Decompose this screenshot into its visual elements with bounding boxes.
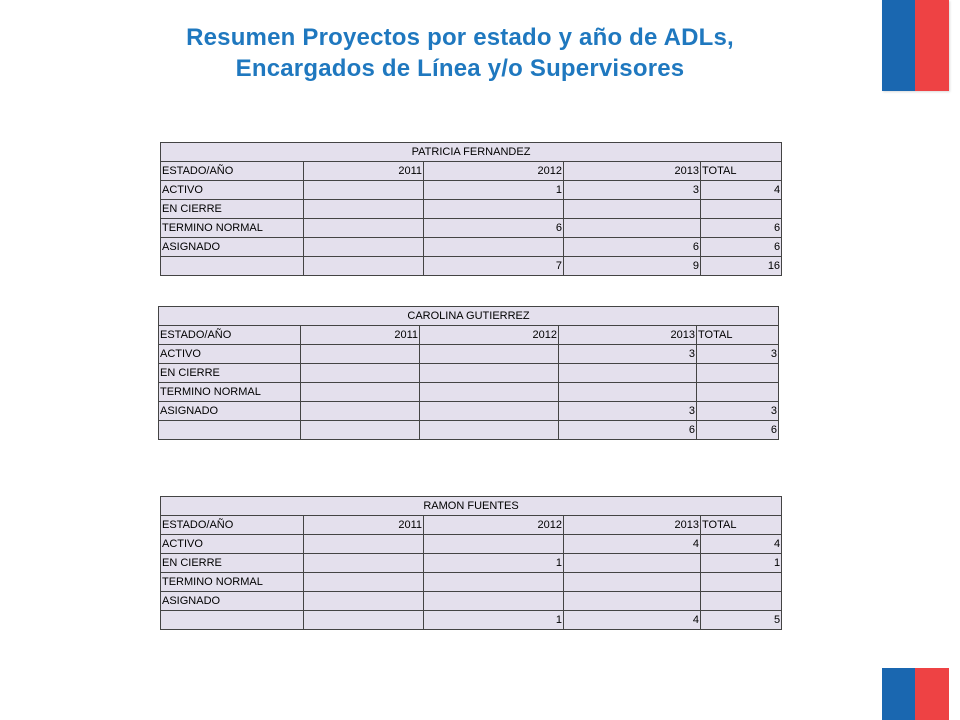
cell-2013: 9	[564, 257, 701, 276]
header-2012: 2012	[424, 162, 564, 181]
cell-2011	[301, 383, 420, 402]
table-row	[159, 383, 779, 402]
cell-total	[701, 573, 782, 592]
flag-blue-band	[882, 0, 915, 91]
cell-2013: 6	[564, 238, 701, 257]
cell-2013	[564, 573, 701, 592]
cell-2011	[304, 238, 424, 257]
cell-2013	[564, 200, 701, 219]
cell-2012: 1	[424, 181, 564, 200]
table-header-row	[161, 162, 782, 181]
cell-2011	[304, 573, 424, 592]
flag-red-band	[915, 668, 949, 720]
cell-2012	[420, 364, 559, 383]
table-row	[159, 402, 779, 421]
flag-blue-band	[882, 668, 915, 720]
cell-2011	[304, 592, 424, 611]
chile-flag-stripe-top	[882, 0, 949, 91]
table-row	[161, 181, 782, 200]
cell-2013: 3	[564, 181, 701, 200]
cell-total: 4	[701, 181, 782, 200]
table-row	[161, 573, 782, 592]
table-totals-row	[161, 257, 782, 276]
cell-estado	[161, 611, 304, 630]
cell-total	[697, 383, 779, 402]
cell-estado: ASIGNADO	[159, 402, 301, 421]
cell-2011	[304, 200, 424, 219]
title-line-1: Resumen Proyectos por estado y año de ADLs,	[186, 24, 734, 51]
cell-estado: ACTIVO	[159, 345, 301, 364]
cell-2012: 6	[424, 219, 564, 238]
cell-2011	[304, 611, 424, 630]
slide-title	[60, 22, 860, 84]
header-2013: 2013	[559, 326, 697, 345]
cell-estado: EN CIERRE	[159, 364, 301, 383]
cell-estado: ASIGNADO	[161, 592, 304, 611]
cell-2013	[564, 592, 701, 611]
cell-total: 16	[701, 257, 782, 276]
cell-2012: 7	[424, 257, 564, 276]
header-2012: 2012	[424, 516, 564, 535]
cell-total	[701, 200, 782, 219]
cell-2011	[304, 219, 424, 238]
table-person-name: RAMON FUENTES	[161, 497, 782, 516]
cell-estado: EN CIERRE	[161, 554, 304, 573]
cell-2012	[420, 421, 559, 440]
header-2011: 2011	[301, 326, 420, 345]
table-row	[161, 535, 782, 554]
cell-estado: ASIGNADO	[161, 238, 304, 257]
cell-2012	[420, 345, 559, 364]
table-ramon-fuentes	[160, 496, 782, 630]
cell-estado: ACTIVO	[161, 181, 304, 200]
cell-2011	[304, 535, 424, 554]
header-estado: ESTADO/AÑO	[161, 162, 304, 181]
table-totals-row	[159, 421, 779, 440]
cell-2013: 3	[559, 402, 697, 421]
header-2011: 2011	[304, 162, 424, 181]
header-estado: ESTADO/AÑO	[161, 516, 304, 535]
table-carolina-gutierrez	[158, 306, 779, 440]
chile-flag-stripe-bottom	[882, 668, 949, 720]
cell-2013	[564, 554, 701, 573]
table-header-row	[159, 326, 779, 345]
cell-2012	[420, 383, 559, 402]
cell-total	[697, 364, 779, 383]
cell-2012	[424, 200, 564, 219]
cell-total	[701, 592, 782, 611]
header-total: TOTAL	[701, 162, 782, 181]
table-row	[159, 345, 779, 364]
table-person-name: PATRICIA FERNANDEZ	[161, 143, 782, 162]
cell-total: 6	[701, 238, 782, 257]
cell-2013: 3	[559, 345, 697, 364]
cell-2011	[301, 402, 420, 421]
cell-estado: ACTIVO	[161, 535, 304, 554]
cell-total: 4	[701, 535, 782, 554]
cell-2011	[301, 421, 420, 440]
cell-2011	[301, 345, 420, 364]
header-total: TOTAL	[701, 516, 782, 535]
cell-estado	[161, 257, 304, 276]
cell-2012	[424, 238, 564, 257]
cell-2011	[304, 181, 424, 200]
table-header-row	[161, 516, 782, 535]
cell-2013: 6	[559, 421, 697, 440]
header-2012: 2012	[420, 326, 559, 345]
table-row	[161, 219, 782, 238]
table-totals-row	[161, 611, 782, 630]
cell-2011	[304, 257, 424, 276]
header-2013: 2013	[564, 162, 701, 181]
header-estado: ESTADO/AÑO	[159, 326, 301, 345]
cell-estado: TERMINO NORMAL	[159, 383, 301, 402]
cell-2012	[424, 592, 564, 611]
table-row	[161, 592, 782, 611]
cell-estado: EN CIERRE	[161, 200, 304, 219]
cell-2011	[301, 364, 420, 383]
cell-2012	[424, 535, 564, 554]
cell-total: 5	[701, 611, 782, 630]
cell-estado	[159, 421, 301, 440]
header-2011: 2011	[304, 516, 424, 535]
cell-total: 1	[701, 554, 782, 573]
cell-2012: 1	[424, 554, 564, 573]
cell-2011	[304, 554, 424, 573]
cell-2013: 4	[564, 611, 701, 630]
table-person-name: CAROLINA GUTIERREZ	[159, 307, 779, 326]
header-total: TOTAL	[697, 326, 779, 345]
cell-total: 6	[697, 421, 779, 440]
table-row	[161, 554, 782, 573]
table-row	[161, 200, 782, 219]
cell-total: 6	[701, 219, 782, 238]
cell-2013	[564, 219, 701, 238]
cell-2013	[559, 364, 697, 383]
cell-2012	[424, 573, 564, 592]
cell-2012: 1	[424, 611, 564, 630]
cell-2013	[559, 383, 697, 402]
table-row	[159, 364, 779, 383]
table-row	[161, 238, 782, 257]
cell-2013: 4	[564, 535, 701, 554]
header-2013: 2013	[564, 516, 701, 535]
title-line-2: Encargados de Línea y/o Supervisores	[235, 55, 685, 82]
cell-estado: TERMINO NORMAL	[161, 219, 304, 238]
cell-estado: TERMINO NORMAL	[161, 573, 304, 592]
cell-2012	[420, 402, 559, 421]
flag-red-band	[915, 0, 949, 91]
cell-total: 3	[697, 345, 779, 364]
cell-total: 3	[697, 402, 779, 421]
table-patricia-fernandez	[160, 142, 782, 276]
